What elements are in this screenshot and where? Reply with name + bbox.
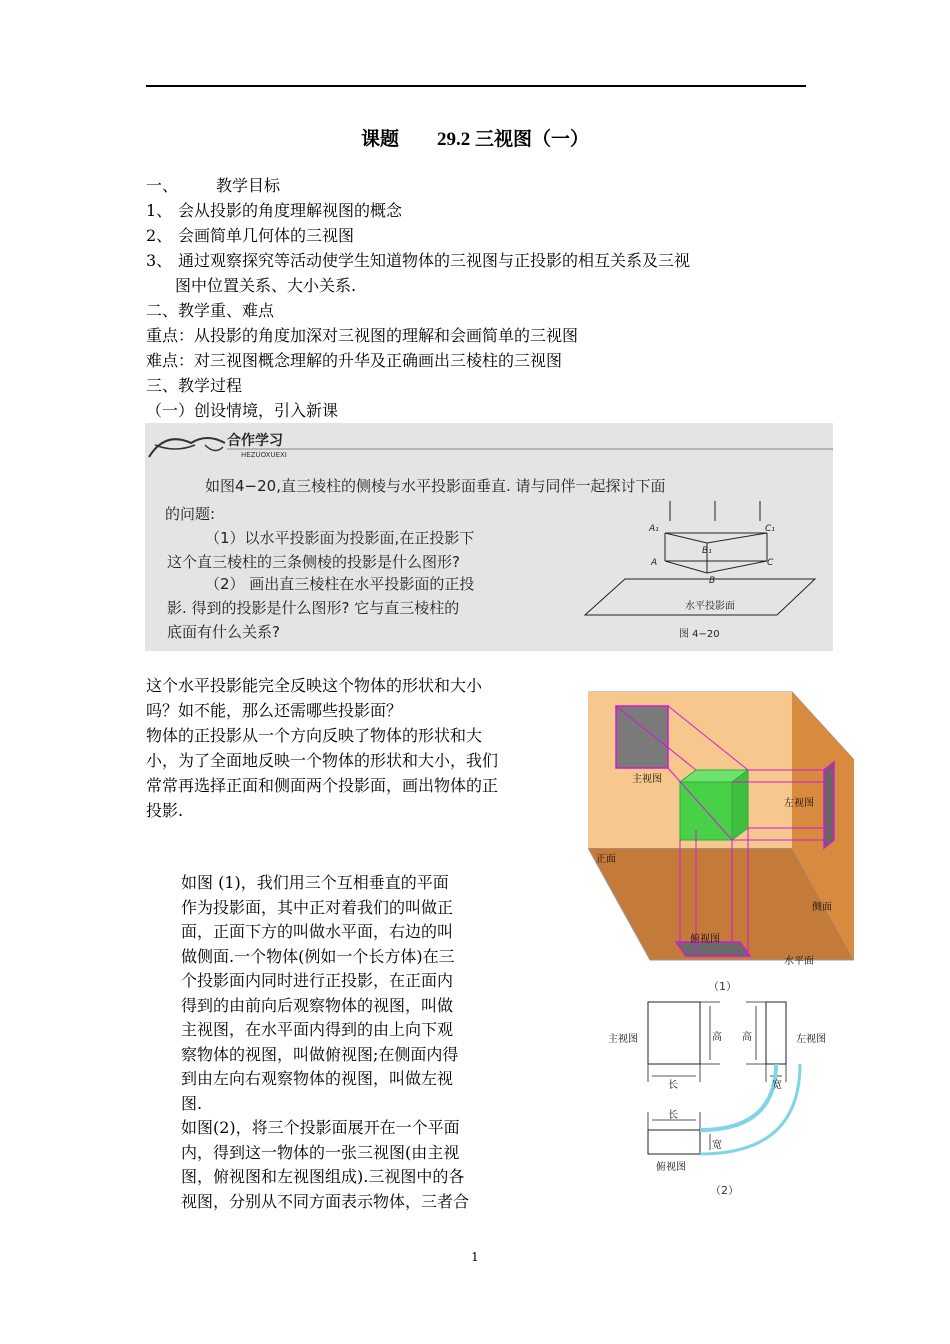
three-view-layout-figure (600, 990, 840, 1200)
label-width: 宽 (772, 1080, 782, 1091)
key-heading: 二、教学重、难点 (146, 301, 275, 320)
label-length: 长 (668, 1080, 678, 1091)
scan-line: 的问题: (165, 505, 216, 523)
svg-text:B: B (709, 576, 716, 586)
svg-text:B₁: B₁ (702, 546, 712, 556)
scan-line: 影. 得到的投影是什么图形? 它与直三棱柱的 (167, 599, 460, 617)
svg-text:C₁: C₁ (765, 524, 775, 534)
goal-item: 1、 会从投影的角度理解视图的概念 (146, 201, 403, 220)
figure2-caption: （2） (710, 1184, 739, 1197)
label-height: 高 (712, 1032, 722, 1043)
scan-line: 底面有什么关系? (167, 623, 280, 641)
paragraph-explanation: 如图 (1)，我们用三个互相垂直的平面 作为投影面，其中正对着我们的叫做正 面，正面下方的叫做水平面，右边的叫 做侧面.一个物体(例如一个长方体)在三 个投影面内同时进行正投影，在正面内 得到的由前向后观察物体的视图，叫做 主视图，在水平面内得到的由上向下观 察物体的视图，叫做俯视图;在侧面内得 到由左向右观察物体的视图，叫做左视 图. 如图(2)，将三个投影面展开在一个平面 内，得到这一物体的一张三视图(由主视 图，俯视图和左视图组成).三视图中的各 视图，分别从不同方面表示物体，三者合 (181, 873, 470, 1211)
plane-label: 水平投影面 (685, 601, 735, 612)
label-front-view: 主视图 (608, 1034, 638, 1045)
label-left-view: 左视图 (796, 1034, 826, 1045)
figure1-caption: （1） (708, 980, 737, 993)
page-title (0, 124, 950, 151)
process-heading: 三、教学过程 (146, 376, 243, 395)
goal-item: 3、 通过观察探究等活动使学生知道物体的三视图与正投影的相互关系及三视 (146, 251, 691, 270)
goal-item: 2、 会画简单几何体的三视图 (146, 226, 355, 245)
label-top-view: 俯视图 (656, 1162, 686, 1173)
goals-heading-num: 一、 (146, 176, 179, 195)
title-prefix: 课题 (360, 129, 399, 150)
projection-box-figure (588, 690, 854, 972)
label-length: 长 (668, 1110, 678, 1121)
svg-text:A: A (651, 558, 658, 568)
scan-line: 如图4−20,直三棱柱的侧棱与水平投影面垂直. 请与同伴一起探讨下面 (205, 477, 666, 495)
label-horizontal-plane: 水平面 (784, 956, 814, 967)
scan-line: （2） 画出直三棱柱在水平投影面的正投 (205, 575, 475, 593)
sub-heading: （一）创设情境，引入新课 (146, 401, 339, 420)
page-number: 1 (471, 1250, 479, 1264)
banner-pinyin: HEZUOXUEXI (241, 451, 287, 459)
scan-line: （1）以水平投影面为投影面,在正投影下 (205, 529, 475, 547)
label-top-view: 俯视图 (690, 934, 720, 945)
label-side-plane: 侧面 (812, 902, 832, 913)
textbook-scan-image (145, 423, 833, 651)
title-text: 29.2 三视图（一） (437, 129, 590, 150)
goals-heading (146, 174, 280, 198)
key-point: 重点：从投影的角度加深对三视图的理解和会画简单的三视图 (146, 326, 579, 345)
label-front-plane: 正面 (596, 854, 616, 865)
scan-line: 这个直三棱柱的三条侧棱的投影是什么图形? (167, 553, 460, 571)
label-height: 高 (742, 1032, 752, 1043)
banner-title: 合作学习 (227, 433, 283, 449)
svg-text:A₁: A₁ (649, 524, 659, 534)
label-left-view: 左视图 (784, 798, 814, 809)
svg-text:C: C (767, 558, 774, 568)
figure-label: 图 4−20 (679, 629, 720, 640)
goals-heading-text: 教学目标 (216, 176, 281, 195)
difficult-point: 难点：对三视图概念理解的升华及正确画出三棱柱的三视图 (146, 351, 563, 370)
label-width: 宽 (712, 1140, 722, 1151)
paragraph-intro: 这个水平投影能完全反映这个物体的形状和大小 吗？如不能，那么还需哪些投影面？ 物体的正投影从一个方向反映了物体的形状和大 小，为了全面地反映一个物体的形状和大小，我们 常常再选择正面和侧面两个投影面，画出物体的正 投影. (146, 676, 499, 820)
goal-item-continued: 图中位置关系、大小关系. (175, 276, 357, 295)
header-rule (146, 85, 806, 87)
label-front-view: 主视图 (632, 774, 662, 785)
